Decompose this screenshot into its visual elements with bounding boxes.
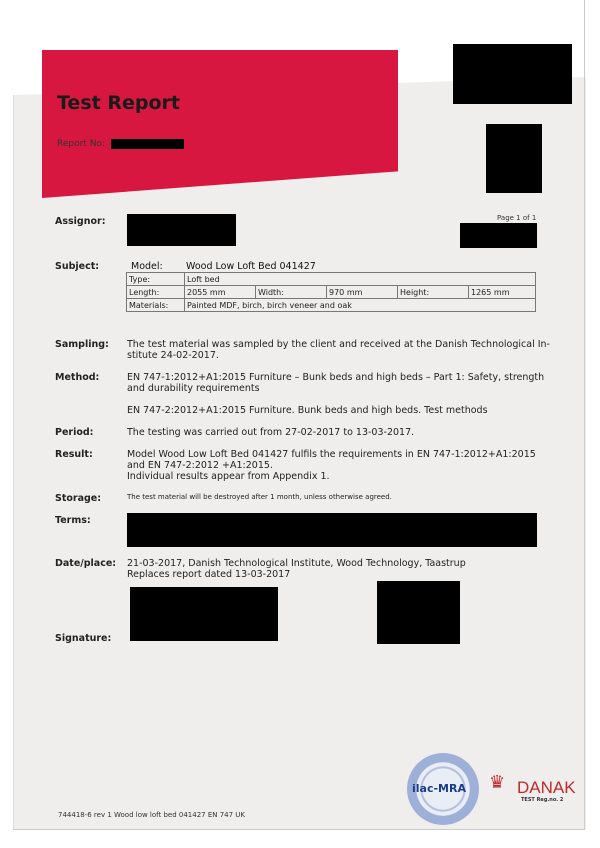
materials-label: Materials: — [127, 299, 185, 312]
period-text: The testing was carried out from 27-02-2017 to 13-03-2017. — [127, 427, 415, 438]
model-value: Wood Low Loft Bed 041427 — [186, 261, 316, 272]
redacted-assignor — [127, 214, 236, 246]
method-label: Method: — [55, 372, 100, 383]
width-value: 970 mm — [327, 286, 398, 299]
model-label: Model: — [131, 261, 163, 272]
result-line-1: Model Wood Low Loft Bed 041427 fulfils the requirements in EN 747-1:2012+A1:2015 — [127, 449, 536, 460]
redacted-terms — [127, 513, 537, 547]
subject-label: Subject: — [55, 261, 100, 272]
date-place-label: Date/place: — [55, 558, 117, 569]
report-no-label: Report No: — [57, 139, 105, 149]
width-label: Width: — [256, 286, 327, 299]
sampling-line-1: The test material was sampled by the client and received at the Danish Technological In- — [127, 339, 550, 350]
table-row — [127, 286, 536, 299]
type-value: Loft bed — [185, 273, 536, 286]
crown-icon: ♛ — [489, 772, 506, 793]
height-label: Height: — [398, 286, 469, 299]
table-row — [127, 273, 536, 286]
redacted-report-no — [111, 139, 184, 149]
table-row — [127, 299, 536, 312]
redacted-signature-2 — [377, 581, 460, 644]
sampling-label: Sampling: — [55, 339, 109, 350]
period-label: Period: — [55, 427, 94, 438]
result-line-3: Individual results appear from Appendix 1. — [127, 471, 330, 482]
sampling-line-2: stitute 24-02-2017. — [127, 350, 219, 361]
assignor-label: Assignor: — [55, 216, 106, 227]
length-value: 2055 mm — [185, 286, 256, 299]
height-value: 1265 mm — [469, 286, 536, 299]
redacted-signature-1 — [130, 587, 278, 641]
materials-value: Painted MDF, birch, birch veneer and oak — [185, 299, 536, 312]
redacted-logo-top — [453, 44, 572, 104]
page-title: Test Report — [57, 92, 180, 114]
ilac-mra-logo-text: ilac-MRA — [412, 782, 466, 795]
type-label: Type: — [127, 273, 185, 286]
method-line-3: EN 747-2:2012+A1:2015 Furniture. Bunk beds and high beds. Test methods — [127, 405, 488, 416]
redacted-page-box — [460, 223, 537, 248]
date-place-line-1: 21-03-2017, Danish Technological Institute, Wood Technology, Taastrup — [127, 558, 466, 569]
footer-reference: 744418-6 rev 1 Wood low loft bed 041427 EN 747 UK — [58, 811, 246, 819]
method-line-1: EN 747-1:2012+A1:2015 Furniture – Bunk beds and high beds – Part 1: Safety, strength — [127, 372, 545, 383]
danak-logo-text: DANAK — [517, 778, 576, 797]
date-place-line-2: Replaces report dated 13-03-2017 — [127, 569, 291, 580]
subject-spec-table — [126, 272, 536, 312]
redacted-logo-side — [486, 124, 542, 193]
storage-text: The test material will be destroyed after 1 month, unless otherwise agreed. — [127, 493, 392, 501]
danak-reg-text: TEST Reg.no. 2 — [521, 797, 564, 803]
result-line-2: and EN 747-2:2012 +A1:2015. — [127, 460, 273, 471]
storage-label: Storage: — [55, 493, 102, 504]
method-line-2: and durability requirements — [127, 383, 260, 394]
terms-label: Terms: — [55, 515, 91, 526]
result-label: Result: — [55, 449, 93, 460]
length-label: Length: — [127, 286, 185, 299]
signature-label: Signature: — [55, 633, 112, 644]
page-number: Page 1 of 1 — [497, 214, 537, 222]
